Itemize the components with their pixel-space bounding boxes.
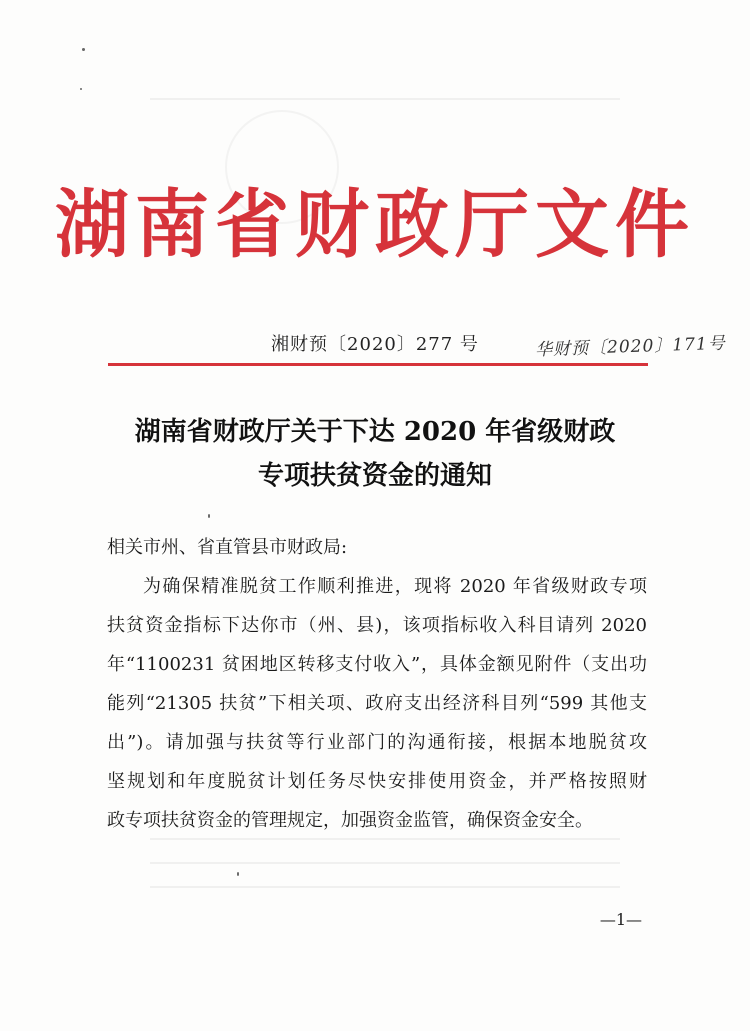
red-separator-line xyxy=(108,363,648,366)
show-through-line xyxy=(150,98,620,100)
show-through-line xyxy=(150,862,620,864)
notice-body xyxy=(107,528,647,840)
show-through-line xyxy=(150,886,620,888)
scan-speck xyxy=(237,872,239,876)
handwritten-annotation: 华财预〔2020〕171号 xyxy=(534,333,727,361)
scan-speck xyxy=(80,88,82,90)
salutation: 相关市州、省直管县市财政局: xyxy=(107,537,348,558)
notice-title xyxy=(0,410,750,498)
scan-speck xyxy=(208,514,210,518)
scan-speck xyxy=(82,48,85,51)
paragraph-line: 政专项扶贫资金的管理规定，加强资金监管，确保资金安全。 xyxy=(107,810,593,831)
paragraph-line: 能列“21305 扶贫”下相关项、政府支出经济科目列“599 其他支 xyxy=(107,693,647,714)
document-number: 湘财预〔2020〕277 号 xyxy=(271,334,479,355)
issuer-header: 湖南省财政厅文件 xyxy=(55,182,695,268)
paragraph-line: 年“1100231 贫困地区转移支付收入”，具体金额见附件（支出功 xyxy=(107,654,647,675)
paragraph-line: 为确保精准脱贫工作顺利推进，现将 2020 年省级财政专项 xyxy=(143,576,647,597)
notice-title-line-2: 专项扶贫资金的通知 xyxy=(257,461,492,491)
paragraph-line: 坚规划和年度脱贫计划任务尽快安排使用资金，并严格按照财 xyxy=(107,771,647,792)
page-number: —1— xyxy=(599,910,642,929)
paragraph-line: 出”)。请加强与扶贫等行业部门的沟通衔接，根据本地脱贫攻 xyxy=(107,732,647,753)
notice-title-line-1: 湖南省财政厅关于下达 2020 年省级财政 xyxy=(134,417,616,447)
paragraph-line: 扶贫资金指标下达你市（州、县)，该项指标收入科目请列 2020 xyxy=(107,615,647,636)
